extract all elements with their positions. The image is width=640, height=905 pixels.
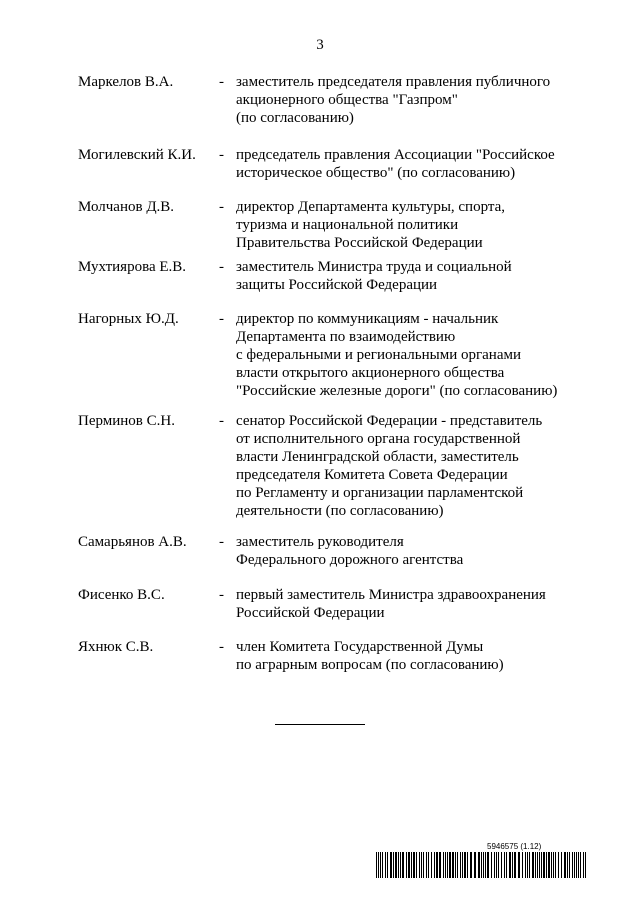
dash-separator: - [219,311,224,327]
position-line: Департамента по взаимодействию [236,329,456,345]
position-line: по аграрным вопросам (по согласованию) [236,657,504,673]
dash-separator: - [219,147,224,163]
member-position [236,586,596,622]
dash-separator: - [219,259,224,275]
position-line: директор Департамента культуры, спорта, [236,199,506,215]
member-position [236,310,596,400]
member-name: Яхнюк С.В. [78,639,154,655]
position-line: председатель правления Ассоциации "Российское [236,147,555,163]
position-line: заместитель руководителя [236,534,404,550]
member-name: Могилевский К.И. [78,147,196,163]
position-line: "Российские железные дороги" (по согласованию) [236,383,558,399]
position-line: Российской Федерации [236,605,385,621]
member-position [236,412,596,520]
position-line: директор по коммуникациям - начальник [236,311,499,327]
page-number: 3 [316,37,324,53]
position-line: заместитель Министра труда и социальной [236,259,512,275]
barcode [376,852,590,878]
position-line: заместитель председателя правления публичного [236,74,551,90]
member-position [236,638,596,674]
dash-separator: - [219,199,224,215]
position-line: защиты Российской Федерации [236,277,438,293]
position-line: Федерального дорожного агентства [236,552,464,568]
position-line: сенатор Российской Федерации - представитель [236,413,543,429]
position-line: первый заместитель Министра здравоохранения [236,587,546,603]
position-line: акционерного общества "Газпром" [236,92,458,108]
closing-rule [275,724,365,725]
dash-separator: - [219,534,224,550]
position-line: историческое общество" (по согласованию) [236,165,516,181]
member-name: Мухтиярова Е.В. [78,259,187,275]
member-position [236,533,596,569]
position-line: деятельности (по согласованию) [236,503,444,519]
position-line: туризма и национальной политики [236,217,459,233]
member-name: Молчанов Д.В. [78,199,175,215]
dash-separator: - [219,74,224,90]
position-line: член Комитета Государственной Думы [236,639,484,655]
member-name: Самарьянов А.В. [78,534,187,550]
member-name: Нагорных Ю.Д. [78,311,179,327]
position-line: председателя Комитета Совета Федерации [236,467,508,483]
member-name: Перминов С.Н. [78,413,175,429]
dash-separator: - [219,413,224,429]
position-line: с федеральными и региональными органами [236,347,522,363]
document-code: 5946575 (1.12) [487,842,542,851]
position-line: (по согласованию) [236,110,354,126]
member-position [236,198,596,252]
dash-separator: - [219,639,224,655]
member-position [236,146,596,182]
position-line: власти открытого акционерного общества [236,365,505,381]
position-line: власти Ленинградской области, заместитель [236,449,519,465]
member-position [236,258,596,294]
member-name: Маркелов В.А. [78,74,174,90]
dash-separator: - [219,587,224,603]
position-line: по Регламенту и организации парламентской [236,485,524,501]
member-position [236,73,596,127]
position-line: Правительства Российской Федерации [236,235,483,251]
position-line: от исполнительного органа государственной [236,431,521,447]
member-name: Фисенко В.С. [78,587,165,603]
